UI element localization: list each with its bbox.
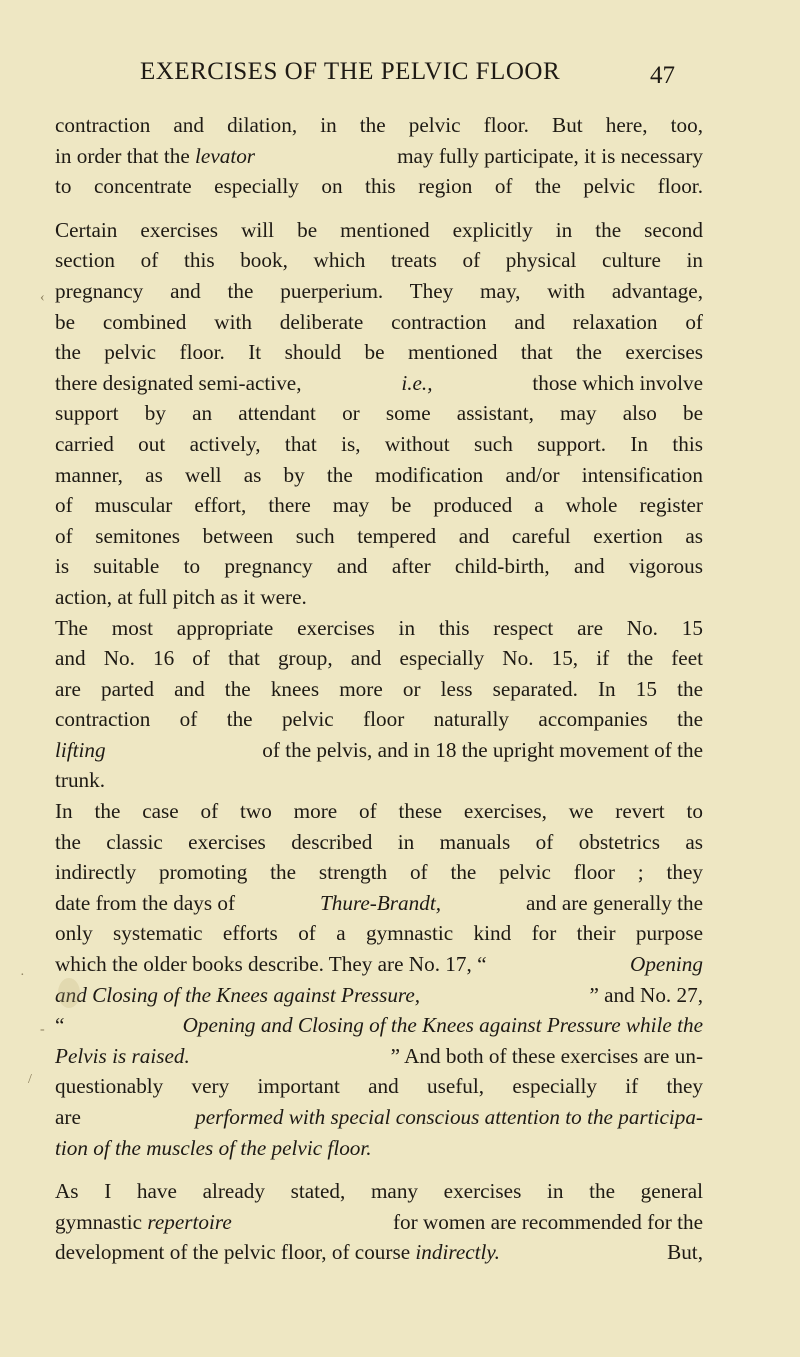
italic-text: indirectly. [415, 1240, 500, 1265]
text-line: action, at full pitch as it were. [55, 584, 307, 609]
text-line: questionably very important and useful, especially if they [55, 1074, 703, 1099]
text-span: development of the pelvic floor, of course [55, 1240, 416, 1265]
text-line: In the case of two more of these exercises, we revert to [55, 799, 703, 824]
italic-text: levator [195, 143, 256, 168]
body-text [55, 110, 703, 1268]
text-line: of muscular effort, there may be produced a whole register [55, 493, 703, 518]
text-line: support by an attendant or some assistant, may also be [55, 401, 703, 426]
margin-blemish: ‹ [40, 290, 45, 305]
italic-text: repertoire [147, 1209, 232, 1234]
text-line: be combined with deliberate contraction and relaxation of [55, 309, 703, 334]
text-line: section of this book, which treats of physical culture in [55, 248, 703, 273]
italic-text: performed with special conscious attention to the participa- [195, 1105, 703, 1129]
text-line: is suitable to pregnancy and after child-birth, and vigorous [55, 554, 703, 579]
text-span: for women are recommended for the [392, 1209, 703, 1234]
text-line: only systematic efforts of a gymnastic kind for their purpose [55, 921, 703, 946]
italic-text: tion of the muscles of the pelvic floor. [55, 1135, 372, 1160]
text-line: are parted and the knees more or less separated. In 15 the [55, 676, 703, 701]
text-span: and are generally the [525, 890, 703, 915]
text-line [55, 1133, 703, 1164]
text-line: contraction and dilation, in the pelvic floor. But here, too, [55, 113, 703, 137]
text-line [55, 1207, 703, 1238]
margin-blemish: · [20, 968, 25, 983]
text-line: pregnancy and the puerperium. They may, with advantage, [55, 278, 703, 303]
margin-blemish: / [28, 1072, 32, 1087]
text-span: which the older books describe. They are No. 17, “ [55, 952, 487, 977]
text-span: there designated semi-active, [55, 370, 302, 395]
italic-text: i.e., [401, 370, 433, 395]
page-number: 47 [650, 62, 675, 89]
margin-blemish: - [40, 1022, 45, 1037]
italic-text: Opening [630, 952, 703, 977]
italic-text: Opening and Closing of the Knees against Pressure while the [182, 1013, 703, 1038]
text-line: carried out actively, that is, without such support. In this [55, 431, 703, 456]
text-line [55, 888, 703, 919]
text-line: to concentrate especially on this region of the pelvic floor. [55, 174, 703, 199]
italic-text: Thure-Brandt, [319, 890, 442, 915]
text-line: manner, as well as by the modification and/or intensification [55, 462, 703, 487]
page-stain [58, 978, 80, 1008]
text-line [55, 735, 703, 766]
text-line [55, 368, 703, 399]
text-line: The most appropriate exercises in this respect are No. 15 [55, 615, 703, 640]
text-span: in order that the [55, 143, 196, 168]
text-line [55, 1237, 703, 1268]
text-line: trunk. [55, 768, 106, 793]
italic-text: lifting [55, 737, 106, 762]
text-line [55, 1041, 703, 1072]
text-span: those which involve [532, 370, 703, 395]
text-line [55, 980, 703, 1011]
text-line: of semitones between such tempered and careful exertion as [55, 523, 703, 548]
text-line: contraction of the pelvic floor naturally accompanies the [55, 707, 703, 732]
text-line [55, 141, 703, 172]
text-line [55, 1102, 703, 1133]
text-span: gymnastic [55, 1209, 148, 1234]
text-span: ” and No. 27, [589, 982, 703, 1007]
text-line: the classic exercises described in manuals of obstetrics as [55, 829, 703, 854]
text-line: indirectly promoting the strength of the pelvic floor ; they [55, 860, 703, 885]
text-span: are [55, 1105, 81, 1129]
italic-text: and Closing of the Knees against Pressure, [55, 982, 421, 1007]
text-span: “ [55, 1013, 65, 1038]
text-span: date from the days of [55, 890, 236, 915]
text-line: and No. 16 of that group, and especially No. 15, if the feet [55, 646, 703, 671]
text-line: the pelvic floor. It should be mentioned that the exercises [55, 340, 703, 365]
text-line [55, 1010, 703, 1041]
italic-text: Pelvis is raised. [55, 1043, 190, 1068]
text-line: As I have already stated, many exercises in the general [55, 1179, 703, 1204]
text-span: of the pelvis, and in 18 the upright movement of the [262, 737, 703, 762]
text-line [55, 949, 703, 980]
text-line: Certain exercises will be mentioned explicitly in the second [55, 217, 703, 242]
text-span: may fully participate, it is necessary [397, 143, 703, 168]
text-span: ” And both of these exercises are un- [390, 1043, 703, 1068]
text-span: But, [667, 1240, 703, 1265]
running-title: EXERCISES OF THE PELVIC FLOOR [140, 58, 561, 85]
